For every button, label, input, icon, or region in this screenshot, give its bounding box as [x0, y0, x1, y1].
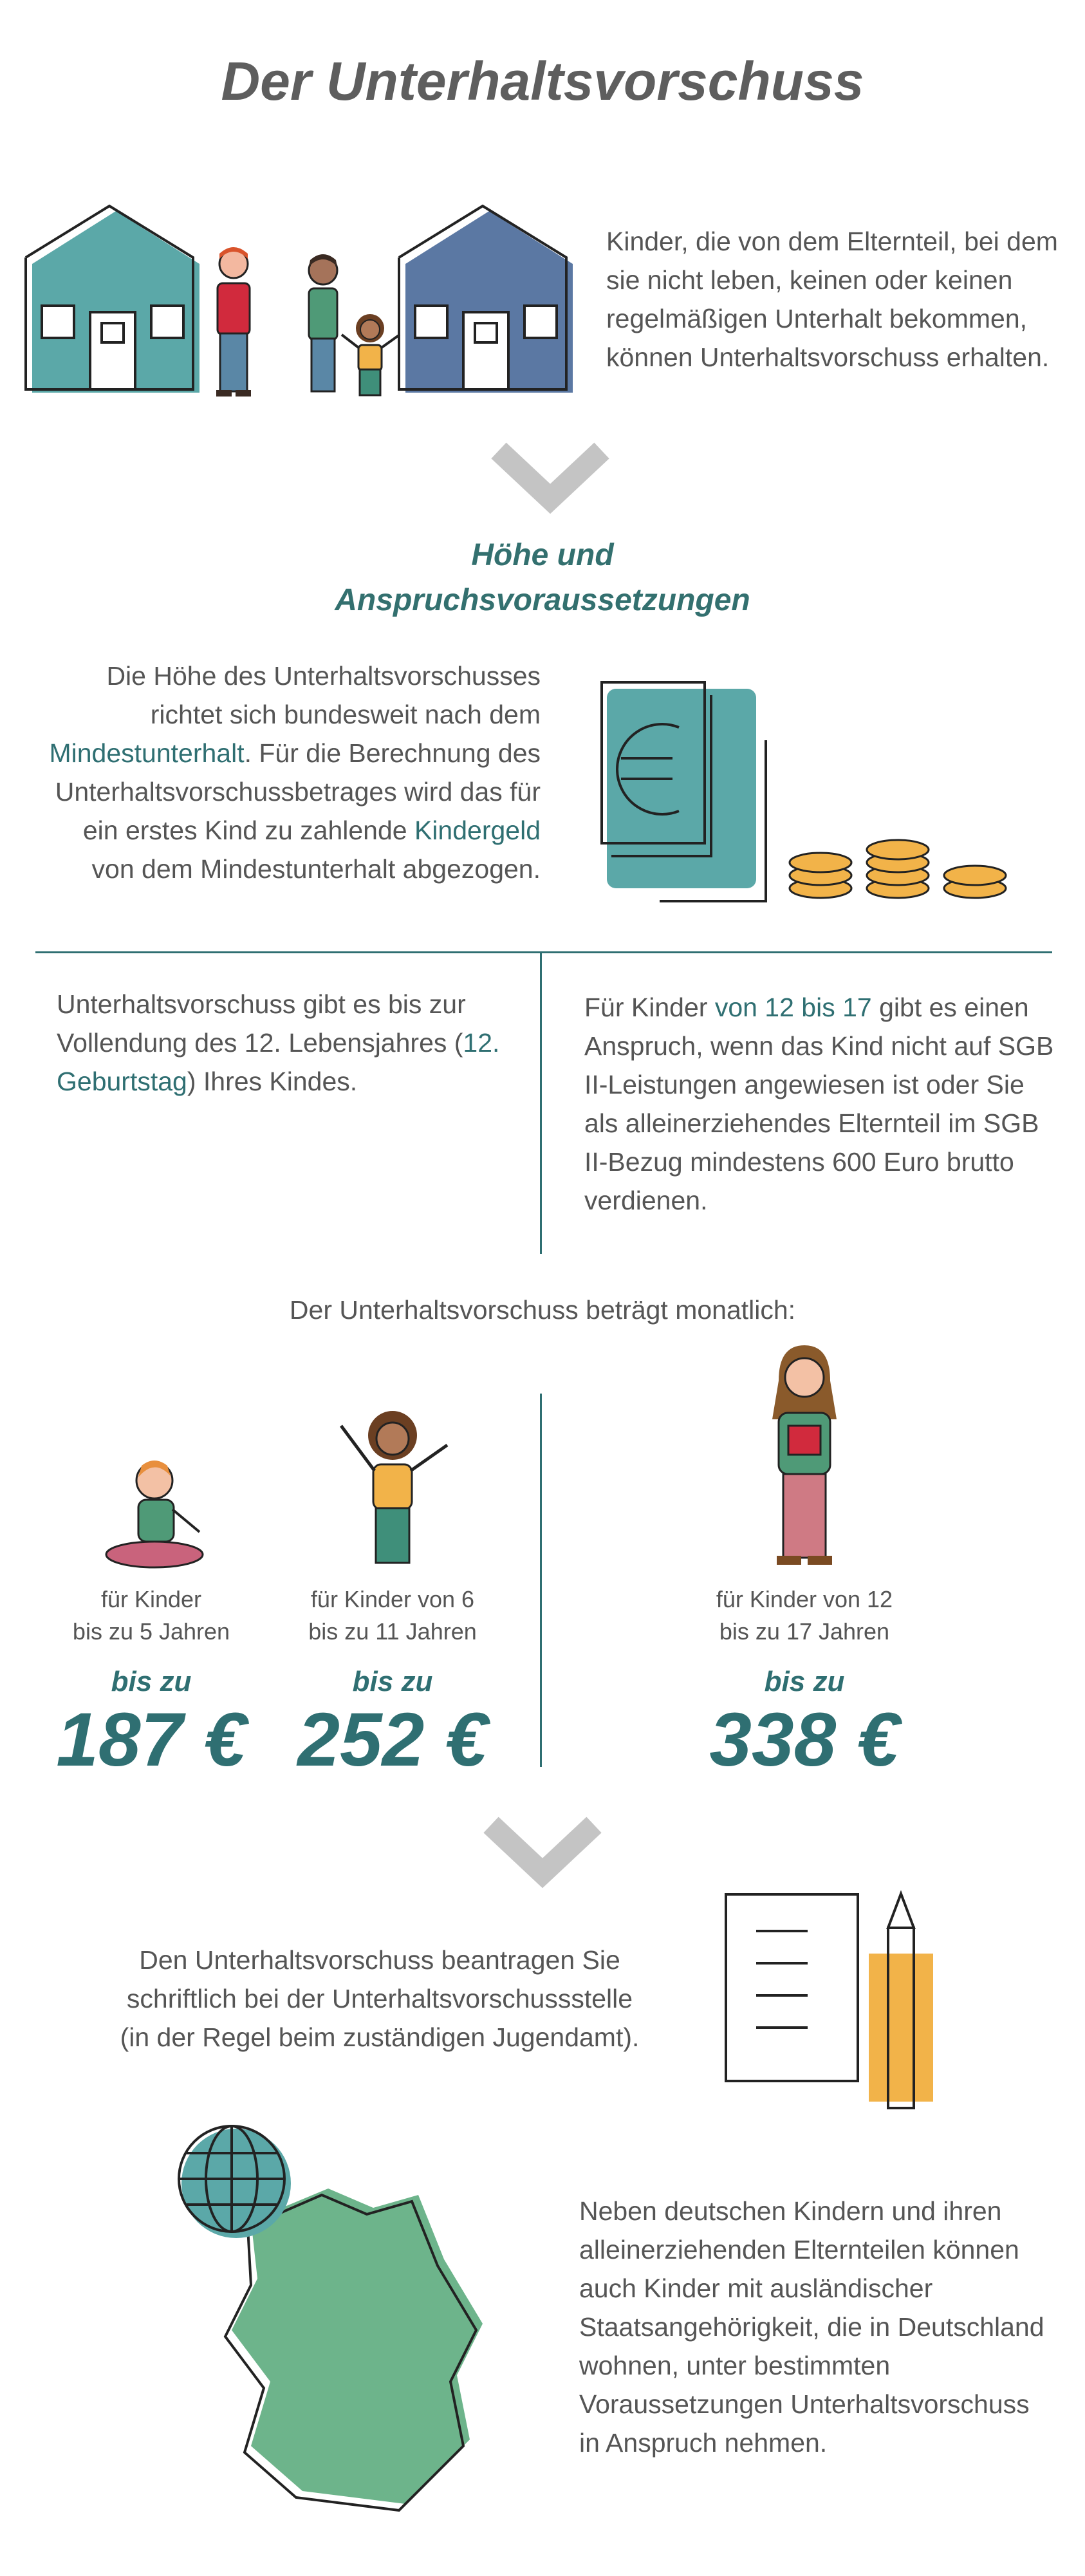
- amount-value: 187 €: [56, 1697, 246, 1782]
- amount-value: 338 €: [709, 1697, 900, 1782]
- monthly-label: Der Unterhaltsvorschuss beträgt monatlich:: [289, 1295, 796, 1325]
- euro-note-icon: [602, 682, 775, 908]
- hoehe-part1: Die Höhe des Unterhaltsvorschusses richtet sich bundesweit nach dem: [106, 661, 541, 729]
- house-icon: [26, 206, 206, 399]
- child-icon: [756, 1342, 853, 1571]
- amount-group: [280, 1583, 505, 1782]
- amount-prefix: bis zu: [111, 1666, 192, 1697]
- intro-text: Kinder, die von dem Elternteil, bei dem sie nicht leben, keinen oder keinen regelmäßigen Unterhalt bekommen, können Unterhaltsvorschuss erhalten.: [606, 227, 1058, 372]
- col-right-text: [584, 988, 1061, 1220]
- parent-icon: [205, 245, 263, 399]
- hoehe-text: [39, 657, 541, 888]
- link-kindergeld[interactable]: Kindergeld: [414, 816, 541, 845]
- section-heading-line1: Höhe und: [471, 538, 614, 572]
- amount-group: [692, 1583, 917, 1782]
- document-icon: [724, 1892, 862, 2086]
- amount-label-line1: für Kinder von 12: [716, 1586, 893, 1612]
- horizontal-divider: [35, 951, 1052, 953]
- child-icon: [328, 1406, 457, 1571]
- section-heading-line2: Anspruchsvoraussetzungen: [335, 583, 750, 617]
- amount-label-line2: bis zu 5 Jahren: [72, 1618, 230, 1645]
- chevron-down-icon: [481, 1815, 604, 1889]
- col-left-part1: Unterhaltsvorschuss gibt es bis zur Vollendung des 12. Lebensjahres (: [57, 989, 466, 1058]
- hoehe-part2: . Für die Berechnung des Unterhaltsvorschussbetrages wird das für ein erstes Kind zu zahlende: [55, 738, 541, 845]
- globe-icon: [177, 2124, 299, 2246]
- col-right-part1: Für Kinder: [584, 993, 715, 1022]
- amount-label-line1: für Kinder: [100, 1586, 202, 1612]
- link-mindestunterhalt[interactable]: Mindestunterhalt: [49, 738, 245, 768]
- foreign-text: Neben deutschen Kindern und ihren alleinerziehenden Elternteilen können auch Kinder mit ausländischer Staatsangehörigkeit, die in Deutschland wohnen, unter bestimmten Voraussetzungen Unterhaltsvorschuss in Anspruch nehmen.: [579, 2196, 1044, 2458]
- section-heading: [0, 533, 1085, 623]
- chevron-down-icon: [489, 441, 611, 515]
- amount-value: 252 €: [297, 1697, 488, 1782]
- col-left-part2: ) Ihres Kindes.: [187, 1067, 358, 1096]
- apply-text-line1: Den Unterhaltsvorschuss beantragen Sie: [139, 1945, 620, 1975]
- vertical-divider: [540, 951, 542, 1254]
- child-icon: [103, 1458, 212, 1571]
- link-12-geburtstag[interactable]: 12. Geburtstag: [57, 1028, 500, 1096]
- page-title: Der Unterhaltsvorschuss: [221, 51, 864, 111]
- amount-group: [39, 1583, 264, 1782]
- coin-stack-icon: [785, 827, 1017, 904]
- amount-prefix: bis zu: [352, 1666, 433, 1697]
- link-12-bis-17[interactable]: von 12 bis 17: [714, 993, 872, 1022]
- house-icon: [399, 206, 579, 399]
- amount-label-line2: bis zu 17 Jahren: [719, 1618, 890, 1645]
- apply-text-line3: (in der Regel beim zuständigen Jugendamt).: [120, 2022, 640, 2052]
- amount-prefix: bis zu: [764, 1666, 845, 1697]
- amount-label-line1: für Kinder von 6: [310, 1586, 475, 1612]
- amount-label-line2: bis zu 11 Jahren: [308, 1618, 477, 1645]
- pencil-icon: [869, 1892, 933, 2111]
- col-left-text: [57, 985, 520, 1101]
- apply-text-line2: schriftlich bei der Unterhaltsvorschussstelle: [126, 1984, 633, 2013]
- vertical-divider: [540, 1394, 542, 1767]
- apply-text: [58, 1941, 701, 2057]
- child-icon: [338, 309, 402, 399]
- col-right-part2: gibt es einen Anspruch, wenn das Kind nicht auf SGB II-Leistungen angewiesen ist oder Sie als alleinerziehendes Elternteil im SGB II-Bezug mindestens 600 Euro brutto verdienen.: [584, 993, 1054, 1215]
- hoehe-part3: von dem Mindestunterhalt abgezogen.: [91, 854, 541, 884]
